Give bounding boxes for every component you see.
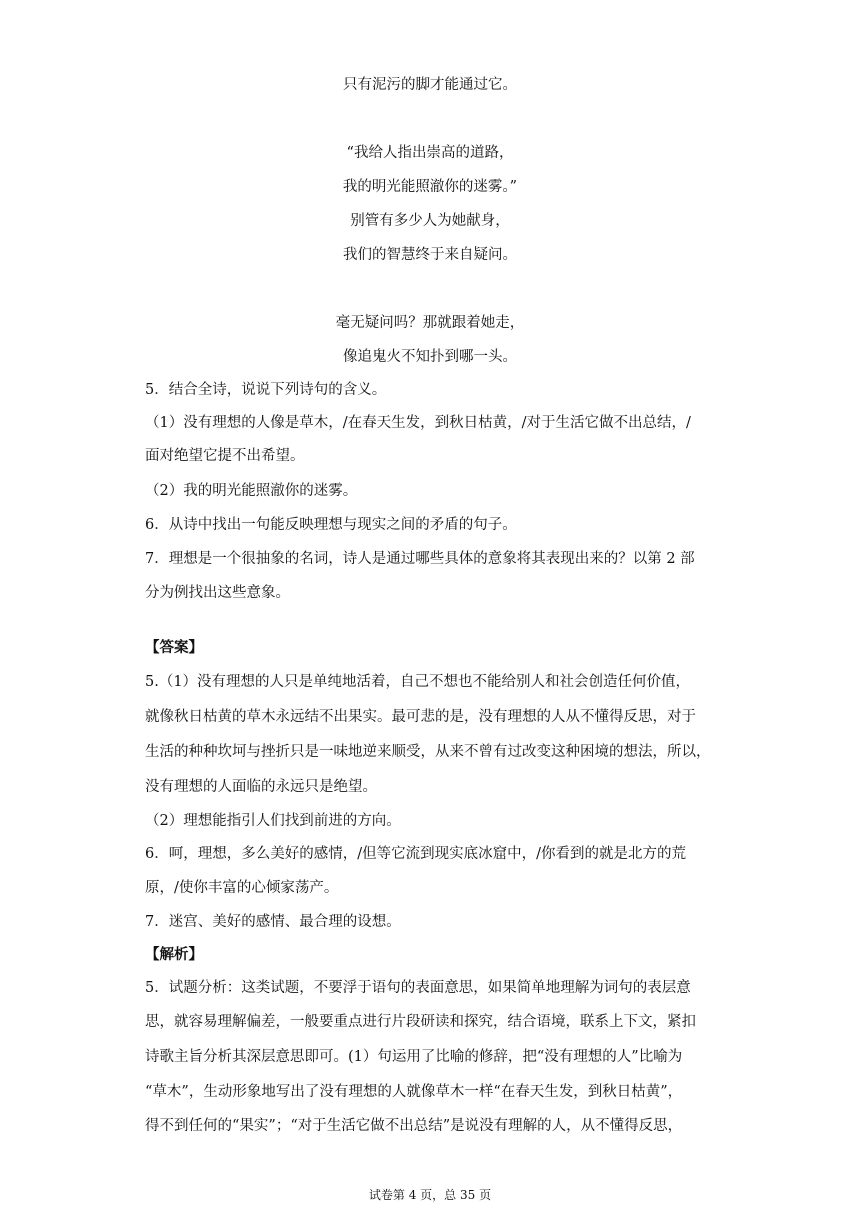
answer-line: （2）理想能指引人们找到前进的方向。: [145, 813, 401, 829]
answer-line: 6．呵，理想，多么美好的感情，/但等它流到现实底冰窟中，/你看到的就是北方的荒: [145, 846, 686, 862]
poem-line: “我给人指出崇高的道路，: [346, 145, 514, 161]
answer-line: 5.（1）没有理想的人只是单纯地活着，自己不想也不能给别人和社会创造任何价值，: [145, 674, 691, 690]
answer-line: 就像秋日枯黄的草木永远结不出果实。最可悲的是，没有理想的人从不懂得反思，对于: [145, 709, 696, 725]
analysis-line: 诗歌主旨分析其深层意思即可。(1）句运用了比喻的修辞，把“没有理想的人”比喻为: [145, 1049, 683, 1065]
poem-line: 我的明光能照澈你的迷雾。”: [342, 179, 518, 195]
question-line: 5．结合全诗，说说下列诗句的含义。: [145, 382, 387, 398]
poem-line: 只有泥污的脚才能通过它。: [343, 77, 517, 93]
analysis-line: 得不到任何的“果实”；“对于生活它做不出总结”是说没有理解的人，从不懂得反思，: [145, 1118, 683, 1134]
question-line: 6．从诗中找出一句能反映理想与现实之间的矛盾的句子。: [145, 517, 517, 533]
analysis-line: 5．试题分析：这类试题，不要浮于语句的表面意思，如果简单地理解为词句的表层意: [145, 980, 691, 996]
answer-heading: 【答案】: [145, 639, 203, 656]
analysis-heading: 【解析】: [145, 946, 203, 963]
page-footer: 试卷第 4 页，总 35 页: [368, 1188, 492, 1202]
question-line: 面对绝望它提不出希望。: [145, 448, 305, 464]
question-line: 分为例找出这些意象。: [145, 585, 290, 601]
analysis-line: 思，就容易理解偏差，一般要重点进行片段研读和探究，结合语境，联系上下文，紧扣: [145, 1014, 696, 1030]
answer-line: 生活的种种坎坷与挫折只是一味地逆来顺受，从来不曾有过改变这种困境的想法，所以，: [145, 744, 711, 760]
question-line: （2）我的明光能照澈你的迷雾。: [145, 483, 358, 499]
question-line: 7．理想是一个很抽象的名词，诗人是通过哪些具体的意象将其表现出来的？以第 2 部: [145, 551, 695, 567]
poem-line: 别管有多少人为她献身，: [350, 213, 510, 229]
answer-line: 原，/使你丰富的心倾家荡产。: [145, 880, 339, 896]
answer-line: 7．迷宫、美好的感情、最合理的设想。: [145, 914, 401, 930]
poem-line: 毫无疑问吗？那就跟着她走，: [335, 315, 525, 331]
poem-line: 我们的智慧终于来自疑问。: [343, 247, 517, 263]
answer-line: 没有理想的人面临的永远只是绝望。: [145, 779, 377, 795]
question-line: （1）没有理想的人像是草木，/在春天生发，到秋日枯黄，/对于生活它做不出总结，/: [145, 415, 691, 431]
poem-line: 像追鬼火不知扑到哪一头。: [343, 349, 517, 365]
analysis-line: “草木”，生动形象地写出了没有理想的人就像草木一样“在春天生发，到秋日枯黄”，: [145, 1084, 683, 1100]
